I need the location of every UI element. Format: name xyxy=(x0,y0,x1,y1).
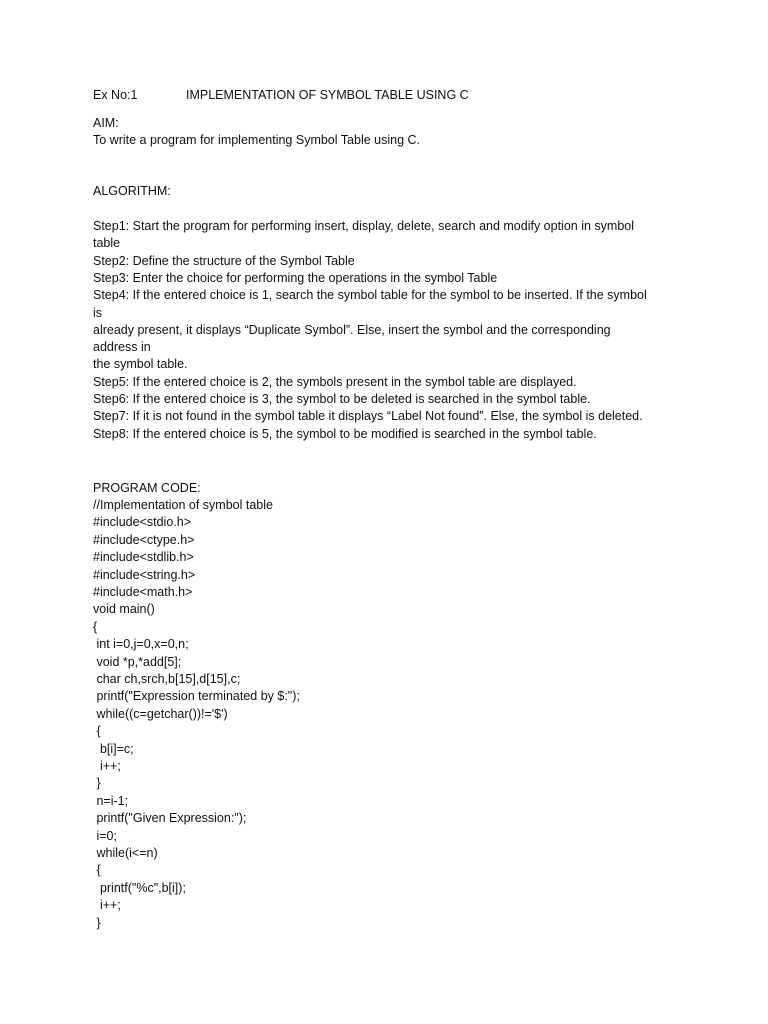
code-line: } xyxy=(93,915,101,930)
algorithm-line: Step3: Enter the choice for performing the operations in the symbol Table xyxy=(93,270,498,285)
exercise-number: Ex No:1 xyxy=(93,88,138,102)
code-line: printf("Given Expression:"); xyxy=(93,811,247,826)
code-line: #include<stdio.h> xyxy=(93,515,191,530)
code-line: while((c=getchar())!='$') xyxy=(93,706,228,721)
code-line: #include<stdlib.h> xyxy=(93,550,194,565)
algorithm-line: Step5: If the entered choice is 2, the symbols present in the symbol table are displayed. xyxy=(93,374,577,389)
algorithm-line: Step2: Define the structure of the Symbol Table xyxy=(93,253,355,268)
code-line: i++; xyxy=(93,759,121,773)
algorithm-line: Step6: If the entered choice is 3, the symbol to be deleted is searched in the symbol table. xyxy=(93,392,591,406)
algorithm-line: already present, it displays “Duplicate Symbol”. Else, insert the symbol and the corresponding xyxy=(93,322,611,337)
code-line: void main() xyxy=(93,602,155,617)
code-line: #include<ctype.h> xyxy=(93,532,195,547)
code-line: b[i]=c; xyxy=(93,741,134,756)
algorithm-line: the symbol table. xyxy=(93,357,188,372)
code-line: #include<math.h> xyxy=(93,585,193,599)
algorithm-line: address in xyxy=(93,340,151,355)
aim-heading: AIM: xyxy=(93,116,119,130)
algorithm-line: Step4: If the entered choice is 1, search the symbol table for the symbol to be inserted. If the symbol xyxy=(93,288,647,303)
algorithm-heading: ALGORITHM: xyxy=(93,184,171,198)
code-line: n=i-1; xyxy=(93,793,129,808)
document-title: IMPLEMENTATION OF SYMBOL TABLE USING C xyxy=(186,88,469,102)
algorithm-line: Step7: If it is not found in the symbol table it displays “Label Not found”. Else, the symbol is deleted. xyxy=(93,409,643,424)
code-line: printf("Expression terminated by $:"); xyxy=(93,689,300,704)
code-line: { xyxy=(93,619,98,634)
code-line: i=0; xyxy=(93,828,117,843)
code-line: i++; xyxy=(93,898,121,913)
code-line: } xyxy=(93,776,101,791)
code-line: #include<string.h> xyxy=(93,567,196,582)
code-line: { xyxy=(93,863,101,878)
algorithm-line: table xyxy=(93,236,121,251)
program-heading: PROGRAM CODE: xyxy=(93,481,201,495)
code-line: char ch,srch,b[15],d[15],c; xyxy=(93,672,241,686)
algorithm-line: is xyxy=(93,305,103,320)
code-line: printf("%c",b[i]); xyxy=(93,880,186,895)
algorithm-line: Step8: If the entered choice is 5, the symbol to be modified is searched in the symbol table. xyxy=(93,426,597,441)
code-line: int i=0,j=0,x=0,n; xyxy=(93,637,189,652)
aim-text: To write a program for implementing Symbol Table using C. xyxy=(93,133,420,147)
algorithm-line: Step1: Start the program for performing insert, display, delete, search and modify option in symbol xyxy=(93,219,635,233)
code-line: while(i<=n) xyxy=(93,846,158,860)
code-line: //Implementation of symbol table xyxy=(93,498,273,512)
code-line: { xyxy=(93,724,101,739)
code-line: void *p,*add[5]; xyxy=(93,654,182,669)
